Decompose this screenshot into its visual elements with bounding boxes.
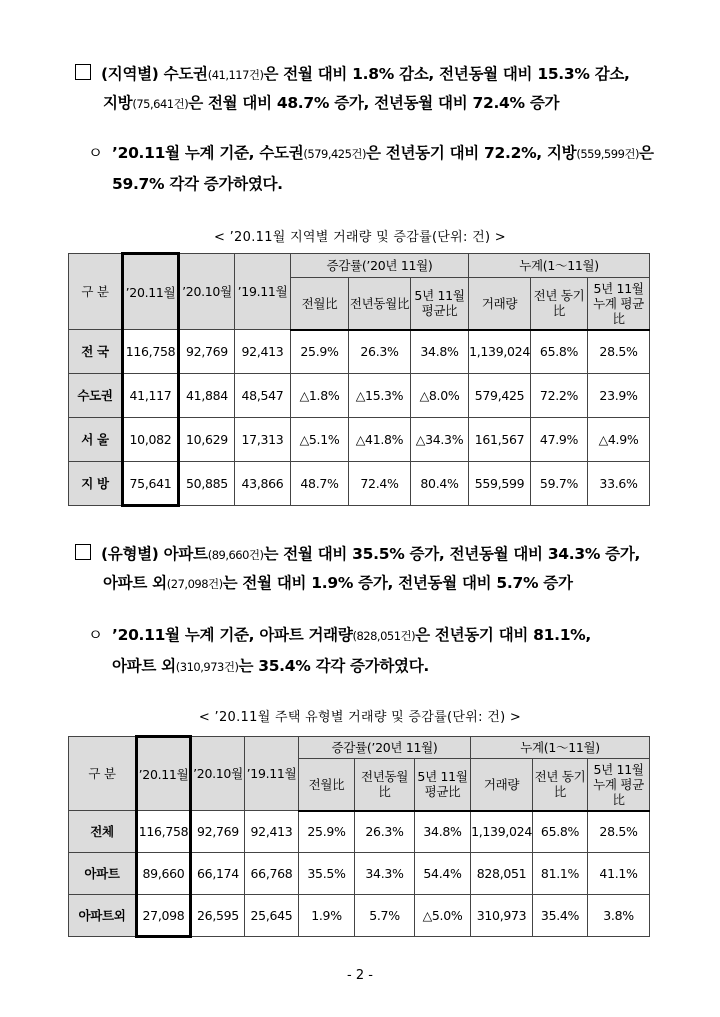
circle-bullet-icon: ㅇ [88, 144, 103, 162]
header-change-rate: 증감률(’20년 11월) [291, 254, 469, 278]
header-nov-2019: ’19.11월 [235, 254, 291, 330]
section2-bullet: ㅇ ’20.11월 누계 기준, 아파트 거래량(828,051건)은 전년동기 대비 81.1%, 아파트 외(310,973건)는 35.4% 각각 증가하였다. [88, 620, 658, 682]
table-row: 지 방 75,641 50,885 43,866 48.7% 72.4% 80.4% 559,599 59.7% 33.6% [69, 462, 650, 506]
section2-line1: (유형별) 아파트(89,660건)는 전월 대비 35.5% 증가, 전년동월 대비 34.3% 증가, [75, 540, 675, 569]
table-row: 전 국 116,758 92,769 92,413 25.9% 26.3% 34.8% 1,139,024 65.8% 28.5% [69, 330, 650, 374]
header-change-rate: 증감률(’20년 11월) [299, 737, 471, 759]
section1-bullet: ㅇ ’20.11월 누계 기준, 수도권(579,425건)은 전년동기 대비 72.2%, 지방(559,599건)은 59.7% 각각 증가하였다. [88, 138, 658, 199]
table-row: 아파트 89,660 66,174 66,768 35.5% 34.3% 54.4% 828,051 81.1% 41.1% [69, 853, 650, 895]
square-bullet-icon [75, 64, 91, 80]
table-row: 아파트외 27,098 26,595 25,645 1.9% 5.7% △5.0% 310,973 35.4% 3.8% [69, 895, 650, 937]
header-nov-2019: ’19.11월 [245, 737, 299, 811]
section1-line2: 지방(75,641건)은 전월 대비 48.7% 증가, 전년동월 대비 72.4% 증가 [103, 94, 560, 112]
header-volume: 거래량 [469, 278, 531, 330]
section1-line1: (지역별) 수도권(41,117건)은 전월 대비 1.8% 감소, 전년동월 대비 15.3% 감소, [75, 60, 675, 89]
header-yoy: 전년동월比 [349, 278, 411, 330]
header-cumulative: 누계(1～11월) [471, 737, 650, 759]
header-oct-2020: ’20.10월 [191, 737, 245, 811]
table-row: 전체 116,758 92,769 92,413 25.9% 26.3% 34.8% 1,139,024 65.8% 28.5% [69, 811, 650, 853]
table2-housing-type-transactions [68, 735, 650, 938]
table1-caption: < ’20.11월 지역별 거래량 및 증감률(단위: 건) > [214, 230, 506, 245]
header-gubun: 구 분 [69, 254, 123, 330]
header-cumulative: 누계(1～11월) [469, 254, 650, 278]
header-gubun: 구 분 [69, 737, 137, 811]
table1-regional-transactions [68, 252, 650, 507]
header-mom: 전월比 [291, 278, 349, 330]
header-nov-2020: ’20.11월 [123, 254, 179, 330]
page-number: - 2 - [347, 968, 373, 983]
square-bullet-icon [75, 544, 91, 560]
table-row: 수도권 41,117 41,884 48,547 △1.8% △15.3% △8.0% 579,425 72.2% 23.9% [69, 374, 650, 418]
circle-bullet-icon: ㅇ [88, 626, 103, 644]
header-yoy-period: 전년 동기比 [533, 759, 588, 811]
table-row: 서 울 10,082 10,629 17,313 △5.1% △41.8% △34.3% 161,567 47.9% △4.9% [69, 418, 650, 462]
header-5yr-avg: 5년 11월 평균比 [415, 759, 471, 811]
header-5yr-cum-avg: 5년 11월누계 평균比 [588, 278, 650, 330]
header-mom: 전월比 [299, 759, 355, 811]
header-yoy: 전년동월比 [355, 759, 415, 811]
section1-paragraph [75, 60, 675, 118]
header-nov-2020: ’20.11월 [137, 737, 191, 811]
header-5yr-cum-avg: 5년 11월누계 평균比 [588, 759, 650, 811]
header-oct-2020: ’20.10월 [179, 254, 235, 330]
section2-paragraph [75, 540, 675, 598]
table2-caption: < ’20.11월 주택 유형별 거래량 및 증감률(단위: 건) > [198, 710, 522, 725]
header-5yr-avg: 5년 11월 평균比 [411, 278, 469, 330]
header-yoy-period: 전년 동기比 [531, 278, 588, 330]
header-volume: 거래량 [471, 759, 533, 811]
section2-line2: 아파트 외(27,098건)는 전월 대비 1.9% 증가, 전년동월 대비 5.7% 증가 [103, 574, 573, 592]
